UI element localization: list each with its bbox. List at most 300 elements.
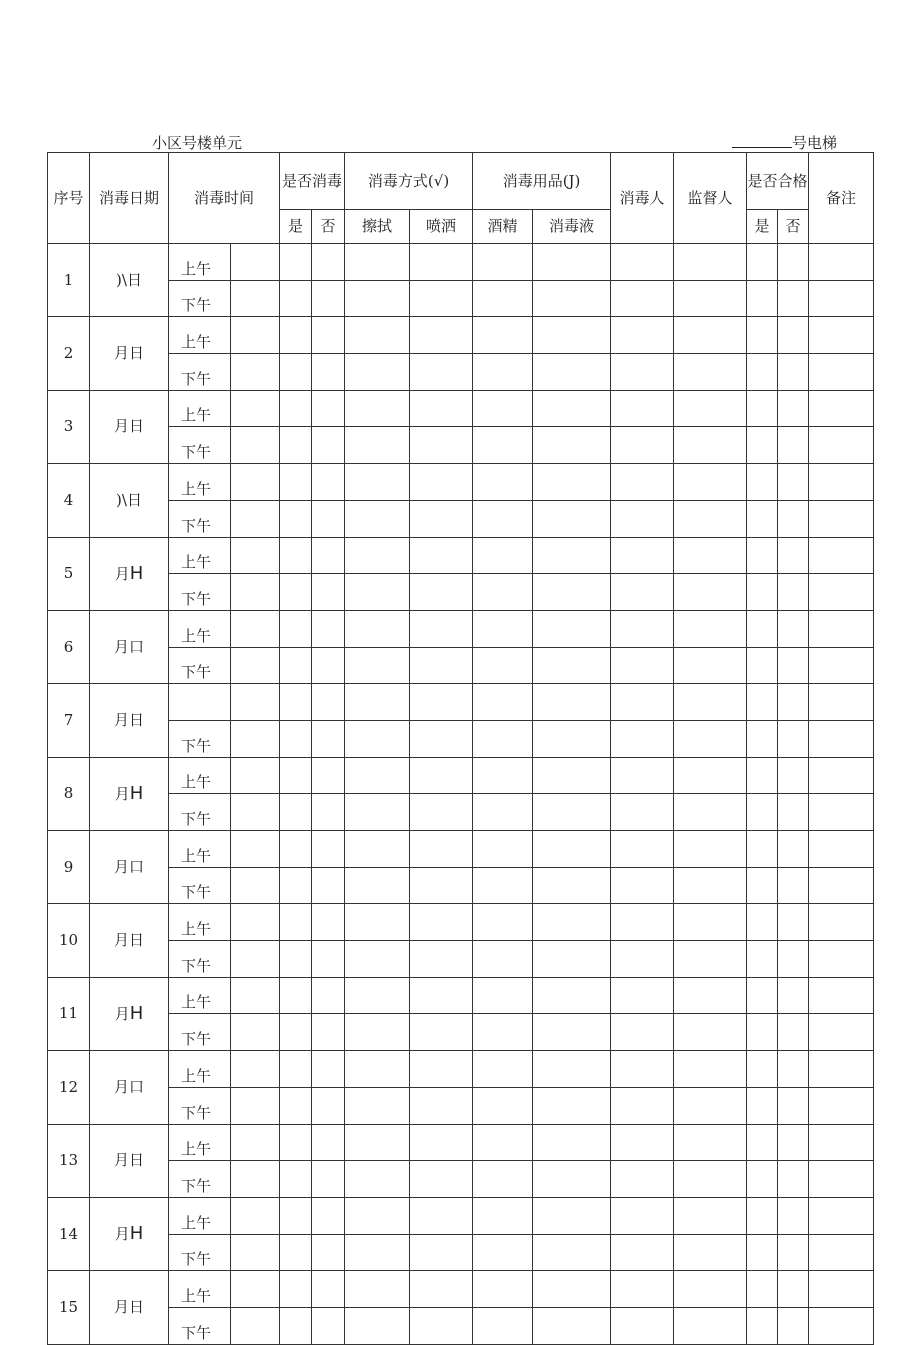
disinfected-yes-cell[interactable] <box>280 1087 312 1124</box>
supply-alcohol-cell[interactable] <box>473 500 533 537</box>
supervisor-cell[interactable] <box>674 1271 747 1308</box>
qualified-yes-cell[interactable] <box>747 1271 778 1308</box>
remarks-cell[interactable] <box>809 867 874 904</box>
qualified-yes-cell[interactable] <box>747 941 778 978</box>
operator-cell[interactable] <box>611 757 674 794</box>
operator-cell[interactable] <box>611 1124 674 1161</box>
qualified-yes-cell[interactable] <box>747 500 778 537</box>
elevator-number-blank[interactable] <box>732 133 792 148</box>
disinfected-yes-cell[interactable] <box>280 867 312 904</box>
method-spray-cell[interactable] <box>410 831 473 868</box>
row-date[interactable] <box>90 1051 169 1124</box>
remarks-cell[interactable] <box>809 831 874 868</box>
method-spray-cell[interactable] <box>410 1307 473 1344</box>
qualified-yes-cell[interactable] <box>747 1307 778 1344</box>
disinfected-no-cell[interactable] <box>312 610 345 647</box>
qualified-yes-cell[interactable] <box>747 464 778 501</box>
remarks-cell[interactable] <box>809 720 874 757</box>
supply-disinfectant-cell[interactable] <box>533 317 611 354</box>
operator-cell[interactable] <box>611 720 674 757</box>
am-time-cell[interactable] <box>231 904 280 941</box>
method-spray-cell[interactable] <box>410 427 473 464</box>
method-wipe-cell[interactable] <box>345 427 410 464</box>
method-wipe-cell[interactable] <box>345 500 410 537</box>
supervisor-cell[interactable] <box>674 1051 747 1088</box>
supervisor-cell[interactable] <box>674 317 747 354</box>
operator-cell[interactable] <box>611 317 674 354</box>
row-date[interactable] <box>90 977 169 1050</box>
disinfected-no-cell[interactable] <box>312 500 345 537</box>
disinfected-yes-cell[interactable] <box>280 1197 312 1234</box>
remarks-cell[interactable] <box>809 1051 874 1088</box>
qualified-no-cell[interactable] <box>778 280 809 317</box>
remarks-cell[interactable] <box>809 1197 874 1234</box>
row-date[interactable] <box>90 831 169 904</box>
am-time-cell[interactable] <box>231 977 280 1014</box>
supply-disinfectant-cell[interactable] <box>533 354 611 391</box>
supply-alcohol-cell[interactable] <box>473 977 533 1014</box>
supply-disinfectant-cell[interactable] <box>533 1124 611 1161</box>
method-spray-cell[interactable] <box>410 390 473 427</box>
pm-time-cell[interactable] <box>231 1234 280 1271</box>
method-wipe-cell[interactable] <box>345 684 410 721</box>
qualified-no-cell[interactable] <box>778 1161 809 1198</box>
remarks-cell[interactable] <box>809 574 874 611</box>
pm-time-cell[interactable] <box>231 574 280 611</box>
remarks-cell[interactable] <box>809 684 874 721</box>
qualified-yes-cell[interactable] <box>747 244 778 281</box>
am-time-cell[interactable] <box>231 831 280 868</box>
qualified-no-cell[interactable] <box>778 977 809 1014</box>
method-wipe-cell[interactable] <box>345 574 410 611</box>
supervisor-cell[interactable] <box>674 464 747 501</box>
qualified-no-cell[interactable] <box>778 684 809 721</box>
qualified-no-cell[interactable] <box>778 317 809 354</box>
supply-alcohol-cell[interactable] <box>473 1124 533 1161</box>
remarks-cell[interactable] <box>809 1271 874 1308</box>
supervisor-cell[interactable] <box>674 720 747 757</box>
disinfected-no-cell[interactable] <box>312 1051 345 1088</box>
disinfected-no-cell[interactable] <box>312 354 345 391</box>
qualified-no-cell[interactable] <box>778 647 809 684</box>
supervisor-cell[interactable] <box>674 1087 747 1124</box>
disinfected-no-cell[interactable] <box>312 757 345 794</box>
remarks-cell[interactable] <box>809 1234 874 1271</box>
qualified-yes-cell[interactable] <box>747 1234 778 1271</box>
method-wipe-cell[interactable] <box>345 317 410 354</box>
disinfected-yes-cell[interactable] <box>280 684 312 721</box>
method-spray-cell[interactable] <box>410 1087 473 1124</box>
qualified-yes-cell[interactable] <box>747 427 778 464</box>
supervisor-cell[interactable] <box>674 684 747 721</box>
supervisor-cell[interactable] <box>674 1161 747 1198</box>
operator-cell[interactable] <box>611 280 674 317</box>
disinfected-no-cell[interactable] <box>312 574 345 611</box>
method-spray-cell[interactable] <box>410 1014 473 1051</box>
disinfected-no-cell[interactable] <box>312 1271 345 1308</box>
supervisor-cell[interactable] <box>674 1014 747 1051</box>
pm-time-cell[interactable] <box>231 720 280 757</box>
operator-cell[interactable] <box>611 831 674 868</box>
disinfected-yes-cell[interactable] <box>280 464 312 501</box>
qualified-yes-cell[interactable] <box>747 1014 778 1051</box>
am-time-cell[interactable] <box>231 1197 280 1234</box>
am-time-cell[interactable] <box>231 1051 280 1088</box>
method-spray-cell[interactable] <box>410 941 473 978</box>
supervisor-cell[interactable] <box>674 977 747 1014</box>
am-time-cell[interactable] <box>231 244 280 281</box>
remarks-cell[interactable] <box>809 757 874 794</box>
operator-cell[interactable] <box>611 867 674 904</box>
method-wipe-cell[interactable] <box>345 537 410 574</box>
remarks-cell[interactable] <box>809 977 874 1014</box>
method-wipe-cell[interactable] <box>345 941 410 978</box>
supervisor-cell[interactable] <box>674 427 747 464</box>
pm-time-cell[interactable] <box>231 1087 280 1124</box>
qualified-yes-cell[interactable] <box>747 977 778 1014</box>
method-wipe-cell[interactable] <box>345 244 410 281</box>
disinfected-yes-cell[interactable] <box>280 244 312 281</box>
supervisor-cell[interactable] <box>674 390 747 427</box>
qualified-no-cell[interactable] <box>778 1014 809 1051</box>
operator-cell[interactable] <box>611 1014 674 1051</box>
supervisor-cell[interactable] <box>674 574 747 611</box>
qualified-no-cell[interactable] <box>778 1271 809 1308</box>
am-time-cell[interactable] <box>231 390 280 427</box>
supply-disinfectant-cell[interactable] <box>533 1197 611 1234</box>
qualified-no-cell[interactable] <box>778 354 809 391</box>
method-wipe-cell[interactable] <box>345 1124 410 1161</box>
operator-cell[interactable] <box>611 1161 674 1198</box>
method-wipe-cell[interactable] <box>345 794 410 831</box>
method-wipe-cell[interactable] <box>345 1271 410 1308</box>
supply-alcohol-cell[interactable] <box>473 1161 533 1198</box>
method-spray-cell[interactable] <box>410 1124 473 1161</box>
supply-alcohol-cell[interactable] <box>473 867 533 904</box>
method-wipe-cell[interactable] <box>345 831 410 868</box>
method-spray-cell[interactable] <box>410 317 473 354</box>
supervisor-cell[interactable] <box>674 831 747 868</box>
operator-cell[interactable] <box>611 1087 674 1124</box>
disinfected-yes-cell[interactable] <box>280 904 312 941</box>
qualified-yes-cell[interactable] <box>747 574 778 611</box>
qualified-no-cell[interactable] <box>778 244 809 281</box>
qualified-yes-cell[interactable] <box>747 867 778 904</box>
disinfected-yes-cell[interactable] <box>280 610 312 647</box>
disinfected-no-cell[interactable] <box>312 1197 345 1234</box>
method-wipe-cell[interactable] <box>345 904 410 941</box>
method-spray-cell[interactable] <box>410 684 473 721</box>
method-spray-cell[interactable] <box>410 610 473 647</box>
disinfected-yes-cell[interactable] <box>280 1234 312 1271</box>
remarks-cell[interactable] <box>809 500 874 537</box>
qualified-no-cell[interactable] <box>778 757 809 794</box>
method-wipe-cell[interactable] <box>345 1161 410 1198</box>
supply-disinfectant-cell[interactable] <box>533 537 611 574</box>
supply-alcohol-cell[interactable] <box>473 1197 533 1234</box>
row-date[interactable] <box>90 684 169 757</box>
supervisor-cell[interactable] <box>674 244 747 281</box>
qualified-no-cell[interactable] <box>778 464 809 501</box>
method-wipe-cell[interactable] <box>345 1014 410 1051</box>
disinfected-yes-cell[interactable] <box>280 574 312 611</box>
operator-cell[interactable] <box>611 390 674 427</box>
operator-cell[interactable] <box>611 610 674 647</box>
supply-alcohol-cell[interactable] <box>473 610 533 647</box>
supply-alcohol-cell[interactable] <box>473 354 533 391</box>
supervisor-cell[interactable] <box>674 1197 747 1234</box>
supply-disinfectant-cell[interactable] <box>533 757 611 794</box>
method-wipe-cell[interactable] <box>345 1051 410 1088</box>
remarks-cell[interactable] <box>809 904 874 941</box>
operator-cell[interactable] <box>611 794 674 831</box>
supply-disinfectant-cell[interactable] <box>533 684 611 721</box>
method-spray-cell[interactable] <box>410 1271 473 1308</box>
operator-cell[interactable] <box>611 684 674 721</box>
supply-alcohol-cell[interactable] <box>473 464 533 501</box>
supply-alcohol-cell[interactable] <box>473 390 533 427</box>
supply-disinfectant-cell[interactable] <box>533 500 611 537</box>
method-spray-cell[interactable] <box>410 1197 473 1234</box>
qualified-no-cell[interactable] <box>778 1234 809 1271</box>
disinfected-yes-cell[interactable] <box>280 317 312 354</box>
am-time-cell[interactable] <box>231 317 280 354</box>
qualified-no-cell[interactable] <box>778 1197 809 1234</box>
operator-cell[interactable] <box>611 1051 674 1088</box>
am-time-cell[interactable] <box>231 464 280 501</box>
row-date[interactable] <box>90 317 169 390</box>
disinfected-no-cell[interactable] <box>312 1161 345 1198</box>
supply-disinfectant-cell[interactable] <box>533 794 611 831</box>
qualified-no-cell[interactable] <box>778 500 809 537</box>
disinfected-yes-cell[interactable] <box>280 977 312 1014</box>
qualified-yes-cell[interactable] <box>747 390 778 427</box>
qualified-yes-cell[interactable] <box>747 720 778 757</box>
supply-alcohol-cell[interactable] <box>473 794 533 831</box>
supply-alcohol-cell[interactable] <box>473 537 533 574</box>
remarks-cell[interactable] <box>809 1307 874 1344</box>
supervisor-cell[interactable] <box>674 1234 747 1271</box>
supply-alcohol-cell[interactable] <box>473 280 533 317</box>
supervisor-cell[interactable] <box>674 757 747 794</box>
supply-disinfectant-cell[interactable] <box>533 464 611 501</box>
supervisor-cell[interactable] <box>674 647 747 684</box>
disinfected-no-cell[interactable] <box>312 867 345 904</box>
supply-alcohol-cell[interactable] <box>473 427 533 464</box>
supervisor-cell[interactable] <box>674 1307 747 1344</box>
pm-time-cell[interactable] <box>231 1161 280 1198</box>
operator-cell[interactable] <box>611 977 674 1014</box>
row-date[interactable] <box>90 904 169 977</box>
qualified-no-cell[interactable] <box>778 1087 809 1124</box>
method-spray-cell[interactable] <box>410 647 473 684</box>
supervisor-cell[interactable] <box>674 354 747 391</box>
row-date[interactable] <box>90 1124 169 1197</box>
remarks-cell[interactable] <box>809 1124 874 1161</box>
supply-disinfectant-cell[interactable] <box>533 390 611 427</box>
disinfected-yes-cell[interactable] <box>280 500 312 537</box>
disinfected-no-cell[interactable] <box>312 904 345 941</box>
pm-time-cell[interactable] <box>231 354 280 391</box>
qualified-yes-cell[interactable] <box>747 684 778 721</box>
pm-time-cell[interactable] <box>231 867 280 904</box>
qualified-no-cell[interactable] <box>778 1124 809 1161</box>
am-time-cell[interactable] <box>231 610 280 647</box>
operator-cell[interactable] <box>611 1307 674 1344</box>
disinfected-no-cell[interactable] <box>312 720 345 757</box>
am-time-cell[interactable] <box>231 537 280 574</box>
qualified-yes-cell[interactable] <box>747 794 778 831</box>
qualified-yes-cell[interactable] <box>747 610 778 647</box>
supervisor-cell[interactable] <box>674 280 747 317</box>
supervisor-cell[interactable] <box>674 500 747 537</box>
disinfected-yes-cell[interactable] <box>280 794 312 831</box>
qualified-no-cell[interactable] <box>778 904 809 941</box>
disinfected-no-cell[interactable] <box>312 464 345 501</box>
remarks-cell[interactable] <box>809 244 874 281</box>
disinfected-yes-cell[interactable] <box>280 354 312 391</box>
method-spray-cell[interactable] <box>410 464 473 501</box>
disinfected-no-cell[interactable] <box>312 1234 345 1271</box>
supply-disinfectant-cell[interactable] <box>533 720 611 757</box>
method-wipe-cell[interactable] <box>345 1087 410 1124</box>
qualified-yes-cell[interactable] <box>747 354 778 391</box>
supply-alcohol-cell[interactable] <box>473 757 533 794</box>
method-wipe-cell[interactable] <box>345 354 410 391</box>
disinfected-no-cell[interactable] <box>312 941 345 978</box>
supply-alcohol-cell[interactable] <box>473 1271 533 1308</box>
pm-time-cell[interactable] <box>231 1014 280 1051</box>
method-spray-cell[interactable] <box>410 867 473 904</box>
supply-alcohol-cell[interactable] <box>473 1234 533 1271</box>
qualified-yes-cell[interactable] <box>747 1124 778 1161</box>
method-wipe-cell[interactable] <box>345 1234 410 1271</box>
supply-disinfectant-cell[interactable] <box>533 1014 611 1051</box>
operator-cell[interactable] <box>611 647 674 684</box>
disinfected-yes-cell[interactable] <box>280 537 312 574</box>
method-wipe-cell[interactable] <box>345 1307 410 1344</box>
operator-cell[interactable] <box>611 1271 674 1308</box>
disinfected-no-cell[interactable] <box>312 977 345 1014</box>
qualified-yes-cell[interactable] <box>747 647 778 684</box>
qualified-no-cell[interactable] <box>778 610 809 647</box>
qualified-no-cell[interactable] <box>778 831 809 868</box>
supervisor-cell[interactable] <box>674 1124 747 1161</box>
remarks-cell[interactable] <box>809 464 874 501</box>
qualified-no-cell[interactable] <box>778 574 809 611</box>
disinfected-yes-cell[interactable] <box>280 390 312 427</box>
remarks-cell[interactable] <box>809 390 874 427</box>
qualified-no-cell[interactable] <box>778 720 809 757</box>
remarks-cell[interactable] <box>809 941 874 978</box>
method-spray-cell[interactable] <box>410 1161 473 1198</box>
qualified-yes-cell[interactable] <box>747 537 778 574</box>
disinfected-yes-cell[interactable] <box>280 1124 312 1161</box>
disinfected-yes-cell[interactable] <box>280 427 312 464</box>
qualified-yes-cell[interactable] <box>747 1051 778 1088</box>
method-spray-cell[interactable] <box>410 500 473 537</box>
remarks-cell[interactable] <box>809 1161 874 1198</box>
qualified-yes-cell[interactable] <box>747 1087 778 1124</box>
remarks-cell[interactable] <box>809 647 874 684</box>
disinfected-no-cell[interactable] <box>312 1124 345 1161</box>
disinfected-yes-cell[interactable] <box>280 757 312 794</box>
disinfected-no-cell[interactable] <box>312 684 345 721</box>
pm-time-cell[interactable] <box>231 941 280 978</box>
disinfected-no-cell[interactable] <box>312 794 345 831</box>
supply-disinfectant-cell[interactable] <box>533 1234 611 1271</box>
supply-disinfectant-cell[interactable] <box>533 941 611 978</box>
supply-alcohol-cell[interactable] <box>473 1087 533 1124</box>
disinfected-no-cell[interactable] <box>312 317 345 354</box>
pm-time-cell[interactable] <box>231 427 280 464</box>
row-date[interactable] <box>90 537 169 610</box>
supply-alcohol-cell[interactable] <box>473 1051 533 1088</box>
supply-disinfectant-cell[interactable] <box>533 574 611 611</box>
remarks-cell[interactable] <box>809 280 874 317</box>
qualified-no-cell[interactable] <box>778 537 809 574</box>
disinfected-no-cell[interactable] <box>312 647 345 684</box>
supply-disinfectant-cell[interactable] <box>533 610 611 647</box>
qualified-yes-cell[interactable] <box>747 1161 778 1198</box>
disinfected-no-cell[interactable] <box>312 1307 345 1344</box>
qualified-no-cell[interactable] <box>778 390 809 427</box>
pm-time-cell[interactable] <box>231 280 280 317</box>
row-date[interactable] <box>90 610 169 683</box>
method-spray-cell[interactable] <box>410 354 473 391</box>
row-date[interactable] <box>90 757 169 830</box>
row-date[interactable] <box>90 464 169 537</box>
remarks-cell[interactable] <box>809 537 874 574</box>
disinfected-no-cell[interactable] <box>312 537 345 574</box>
method-spray-cell[interactable] <box>410 794 473 831</box>
supply-disinfectant-cell[interactable] <box>533 1087 611 1124</box>
method-spray-cell[interactable] <box>410 757 473 794</box>
method-spray-cell[interactable] <box>410 280 473 317</box>
supervisor-cell[interactable] <box>674 941 747 978</box>
disinfected-yes-cell[interactable] <box>280 831 312 868</box>
qualified-yes-cell[interactable] <box>747 831 778 868</box>
disinfected-no-cell[interactable] <box>312 427 345 464</box>
supply-disinfectant-cell[interactable] <box>533 1307 611 1344</box>
supervisor-cell[interactable] <box>674 610 747 647</box>
method-spray-cell[interactable] <box>410 244 473 281</box>
supervisor-cell[interactable] <box>674 537 747 574</box>
operator-cell[interactable] <box>611 904 674 941</box>
pm-time-cell[interactable] <box>231 794 280 831</box>
operator-cell[interactable] <box>611 354 674 391</box>
method-wipe-cell[interactable] <box>345 977 410 1014</box>
operator-cell[interactable] <box>611 464 674 501</box>
supply-disinfectant-cell[interactable] <box>533 904 611 941</box>
pm-time-cell[interactable] <box>231 647 280 684</box>
supply-disinfectant-cell[interactable] <box>533 280 611 317</box>
supply-disinfectant-cell[interactable] <box>533 867 611 904</box>
remarks-cell[interactable] <box>809 427 874 464</box>
remarks-cell[interactable] <box>809 354 874 391</box>
operator-cell[interactable] <box>611 427 674 464</box>
supply-alcohol-cell[interactable] <box>473 831 533 868</box>
operator-cell[interactable] <box>611 537 674 574</box>
supply-disinfectant-cell[interactable] <box>533 647 611 684</box>
qualified-no-cell[interactable] <box>778 1051 809 1088</box>
row-date[interactable] <box>90 1271 169 1344</box>
method-spray-cell[interactable] <box>410 574 473 611</box>
supply-alcohol-cell[interactable] <box>473 904 533 941</box>
pm-time-cell[interactable] <box>231 500 280 537</box>
method-wipe-cell[interactable] <box>345 610 410 647</box>
supply-disinfectant-cell[interactable] <box>533 831 611 868</box>
